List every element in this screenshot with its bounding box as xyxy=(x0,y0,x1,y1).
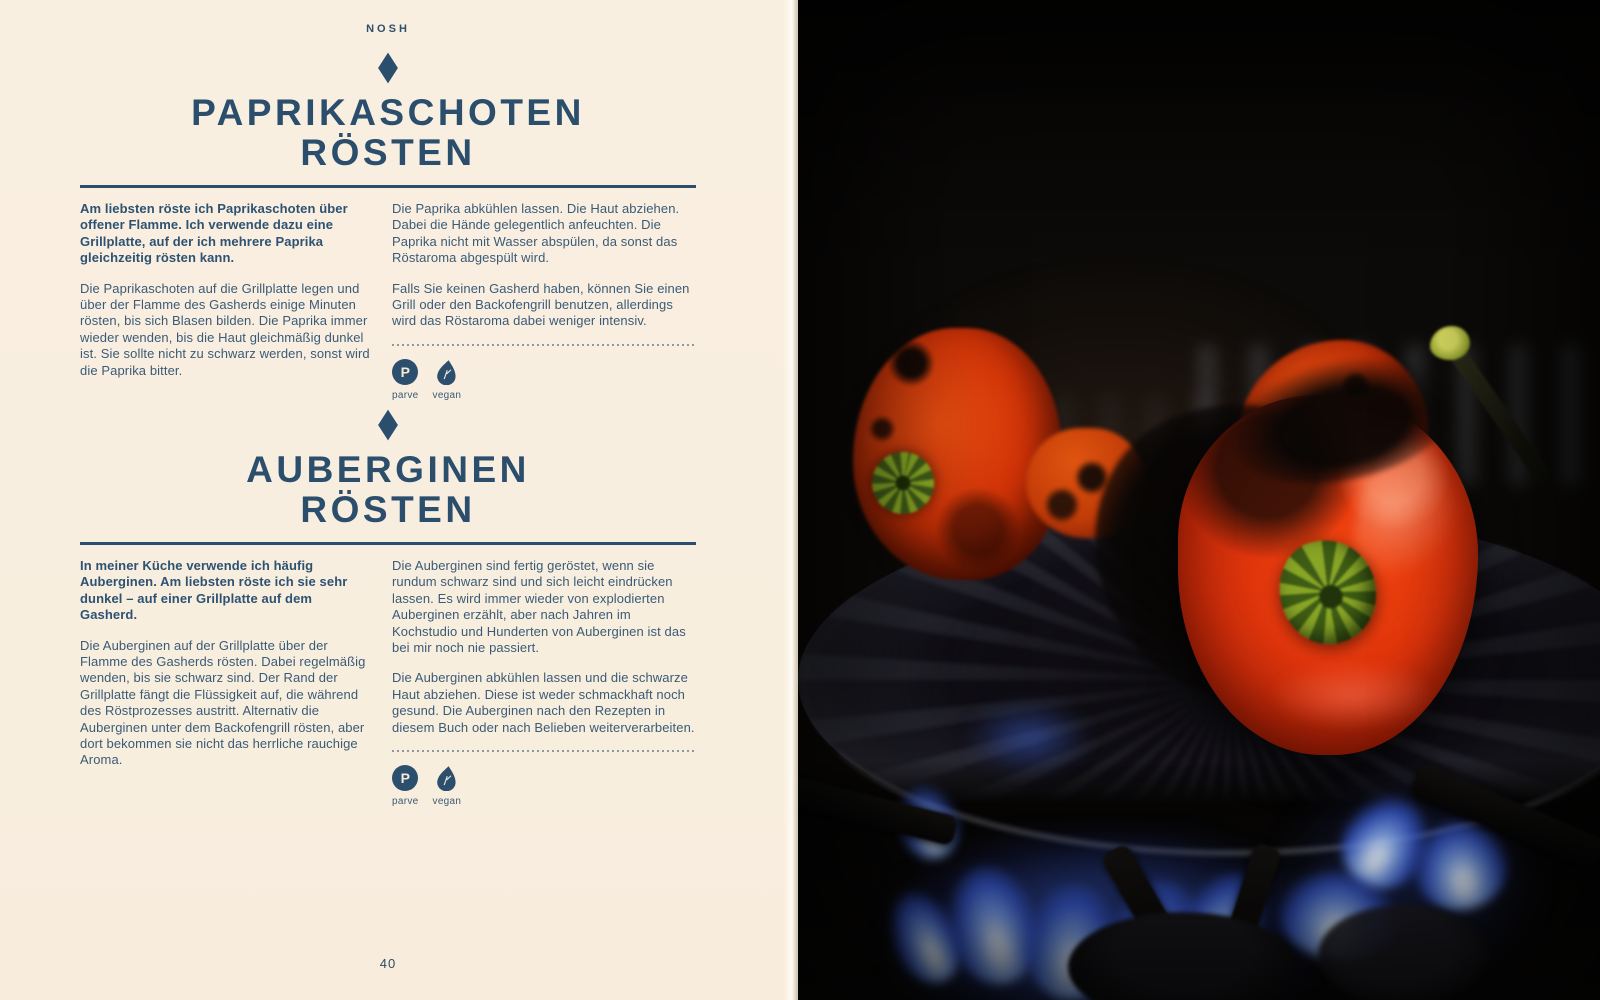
dotted-divider xyxy=(392,344,696,346)
body-paragraph: Die Paprika abkühlen lassen. Die Haut abziehen. Dabei die Hände gelegentlich anfeuchten. Die Paprika nicht mit Wasser abspülen, da sonst das Röstaroma abgespült wird. xyxy=(392,201,680,266)
title-rule xyxy=(80,185,696,188)
section-title xyxy=(80,93,696,173)
page-gutter-edge xyxy=(783,0,798,1000)
two-column-text xyxy=(80,201,696,401)
page-number: 40 xyxy=(379,956,397,971)
parve-icon: P xyxy=(392,765,418,791)
column-right xyxy=(392,558,696,807)
badge-parve xyxy=(392,765,419,807)
photo-vignette xyxy=(798,0,1600,1000)
diamond-ornament-icon xyxy=(80,55,696,81)
book-title-header: NOSH xyxy=(366,23,410,35)
two-column-text xyxy=(80,558,696,807)
diamond-ornament-icon xyxy=(80,412,696,438)
intro-paragraph: Am liebsten röste ich Paprikaschoten über offener Flamme. Ich verwende dazu eine Grillplatte, auf der ich mehrere Paprika gleichzeitig rösten kann. xyxy=(80,201,348,266)
diet-badges xyxy=(392,765,696,807)
parve-icon: P xyxy=(392,359,418,385)
body-paragraph: Die Auberginen sind fertig geröstet, wenn sie rundum schwarz sind und sich leicht eindrücken lassen. Es wird immer wieder von explodierten Auberginen erzählt, aber nach Jahren im Kochstudio und Hunderten von Auberginen ist das bei mir noch nie passiert. xyxy=(392,558,686,656)
badge-label: parve xyxy=(392,389,419,401)
section-title-line2: RÖSTEN xyxy=(300,489,476,530)
title-rule xyxy=(80,542,696,545)
section-title-line1: PAPRIKASCHOTEN xyxy=(191,92,585,133)
column-right xyxy=(392,201,696,401)
badge-vegan xyxy=(433,765,462,807)
badge-label: vegan xyxy=(432,389,462,401)
section-paprikaschoten xyxy=(80,55,696,401)
badge-parve xyxy=(392,359,419,401)
badge-label: parve xyxy=(392,796,419,808)
column-left xyxy=(80,201,372,401)
badge-vegan xyxy=(433,359,462,401)
left-page xyxy=(0,0,798,1000)
body-paragraph: Die Paprikaschoten auf die Grillplatte legen und über der Flamme des Gasherds einige Minuten rösten, bis sich Blasen bilden. Die Paprika immer wieder wenden, bis die Haut gleichmäßig dunkel ist. Sie sollte nicht zu schwarz werden, sonst wird die Paprika bitter. xyxy=(80,280,370,378)
badge-label: vegan xyxy=(432,796,462,808)
diet-badges xyxy=(392,359,696,401)
vegan-leaf-icon xyxy=(434,765,460,791)
body-paragraph: Die Auberginen auf der Grillplatte über der Flamme des Gasherds rösten. Dabei regelmäßig wenden, bis sie schwarz sind. Der Rand der Grillplatte fängt die Flüssigkeit auf, die während des Röstprozesses austritt. Alternativ die Auberginen unter dem Backofengrill rösten, aber dort bekommen sie nicht das herrliche rauchige Aroma. xyxy=(80,637,366,768)
intro-paragraph: In meiner Küche verwende ich häufig Auberginen. Am liebsten röste ich sie sehr dunkel – auf einer Grillplatte auf dem Gasherd. xyxy=(80,558,348,623)
section-title-line2: RÖSTEN xyxy=(300,132,476,173)
vegan-leaf-icon xyxy=(434,359,460,385)
section-auberginen xyxy=(80,412,696,807)
section-title xyxy=(80,450,696,530)
dotted-divider xyxy=(392,750,696,752)
photo-roasted-peppers xyxy=(798,0,1600,1000)
column-left xyxy=(80,558,372,807)
section-title-line1: AUBERGINEN xyxy=(246,449,530,490)
body-paragraph: Falls Sie keinen Gasherd haben, können Sie einen Grill oder den Backofengrill benutzen, allerdings wird das Röstaroma dabei weniger intensiv. xyxy=(392,280,690,329)
body-paragraph: Die Auberginen abkühlen lassen und die schwarze Haut abziehen. Diese ist weder schmackhaft noch gesund. Die Auberginen nach den Rezepten in diesem Buch oder nach Belieben weiterverarbeiten. xyxy=(392,670,695,735)
